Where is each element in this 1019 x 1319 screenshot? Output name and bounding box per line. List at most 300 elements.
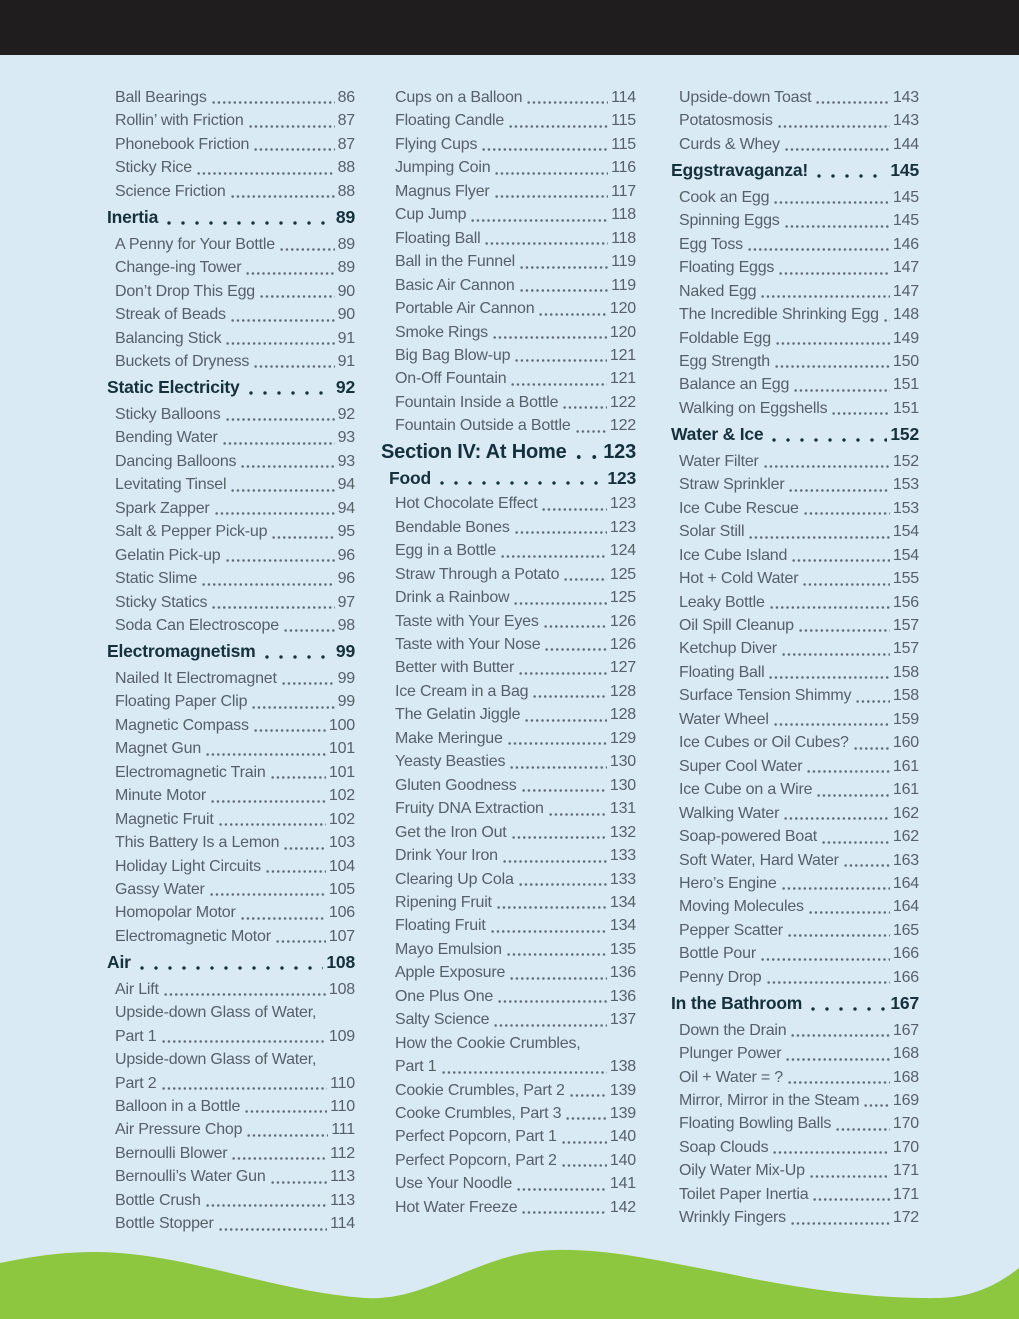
page-number: 118 <box>611 206 636 224</box>
toc-entry <box>671 1183 919 1206</box>
page-number: 110 <box>330 1074 355 1092</box>
toc-item-title: Potatosmosis <box>679 112 773 130</box>
dot-leader <box>245 271 334 276</box>
dot-leader <box>211 100 335 105</box>
toc-item-title: Balancing Stick <box>115 329 222 347</box>
toc-item-title: Clearing Up Cola <box>395 870 514 888</box>
dot-leader <box>508 124 608 129</box>
toc-entry <box>107 878 355 901</box>
page-number: 96 <box>337 546 355 564</box>
toc-item-title: Hot Chocolate Effect <box>395 495 538 513</box>
toc-chapter-header <box>107 376 355 399</box>
dot-leader <box>209 892 326 897</box>
dot-leader <box>248 124 335 129</box>
toc-item-title: Floating Candle <box>395 112 505 130</box>
toc-item-title: Hero’s Engine <box>679 874 777 892</box>
dot-leader <box>470 218 608 223</box>
toc-item-title: Cook an Egg <box>679 188 770 206</box>
dot-leader <box>244 390 333 396</box>
toc-item-title: Phonebook Friction <box>115 135 250 153</box>
toc-item-title: Better with Butter <box>395 659 515 677</box>
page-number: 122 <box>609 417 636 435</box>
toc-entry <box>671 1066 919 1089</box>
toc-item-title: Cup Jump <box>395 206 467 224</box>
page-number: 130 <box>609 776 636 794</box>
dot-leader <box>571 454 601 460</box>
dot-leader <box>496 905 607 910</box>
toc-entry <box>671 919 919 942</box>
page-number: 126 <box>609 635 636 653</box>
dot-leader <box>196 171 335 176</box>
toc-entry <box>671 567 919 590</box>
toc-item-title: Big Bag Blow-up <box>395 346 511 364</box>
toc-entry <box>671 450 919 473</box>
toc-entry <box>671 373 919 396</box>
dot-leader <box>225 417 335 422</box>
toc-item-title: Ice Cube on a Wire <box>679 781 813 799</box>
page-number: 147 <box>892 282 919 300</box>
page-number: 94 <box>337 476 355 494</box>
dot-leader <box>514 358 607 363</box>
dot-leader <box>831 411 890 416</box>
page-number: 151 <box>892 399 919 417</box>
toc-entry <box>381 1079 636 1102</box>
dot-leader <box>778 271 890 276</box>
toc-item-title: Foldable Egg <box>679 329 771 347</box>
toc-entry <box>381 344 636 367</box>
dot-leader <box>565 1116 607 1121</box>
toc-entry <box>671 303 919 326</box>
dot-leader <box>507 741 607 746</box>
toc-entry <box>381 891 636 914</box>
toc-item-title: Sticky Balloons <box>115 405 221 423</box>
page-number: 137 <box>609 1011 636 1029</box>
dot-leader <box>748 535 890 540</box>
toc-entry <box>107 667 355 690</box>
toc-entry <box>381 180 636 203</box>
toc-item-title: Drink a Rainbow <box>395 589 510 607</box>
toc-entry <box>671 256 919 279</box>
page-number: 113 <box>330 1191 355 1209</box>
page-number: 164 <box>892 898 919 916</box>
toc-entry <box>107 690 355 713</box>
dot-leader <box>773 200 890 205</box>
dot-leader <box>484 241 608 246</box>
page-number: 110 <box>330 1098 355 1116</box>
toc-entry <box>671 86 919 109</box>
page-number: 160 <box>892 734 919 752</box>
dot-leader <box>855 699 890 704</box>
toc-entry <box>107 520 355 543</box>
toc-item-title: Electromagnetism <box>107 641 256 662</box>
toc-entry <box>381 250 636 273</box>
dot-leader <box>777 124 890 129</box>
page-number: 115 <box>611 112 636 130</box>
toc-entry <box>107 978 355 1001</box>
toc-item-title: Bernoulli’s Water Gun <box>115 1168 266 1186</box>
page-number: 159 <box>892 710 919 728</box>
page-number: 88 <box>337 182 355 200</box>
toc-entry <box>671 350 919 373</box>
page-number: 94 <box>337 499 355 517</box>
dot-leader <box>532 694 607 699</box>
toc-entry <box>671 520 919 543</box>
toc-column-middle <box>381 86 636 1219</box>
toc-entry <box>107 1142 355 1165</box>
toc-item-title: The Gelatin Jiggle <box>395 706 521 724</box>
dot-leader <box>259 294 335 299</box>
toc-item-title: Soda Can Electroscope <box>115 616 279 634</box>
page-number: 162 <box>892 828 919 846</box>
dot-leader <box>271 535 334 540</box>
page-number: 138 <box>609 1058 636 1076</box>
toc-entry <box>671 397 919 420</box>
page-number: 157 <box>892 616 919 634</box>
toc-item-title: Mayo Emulsion <box>395 940 502 958</box>
toc-entry <box>107 808 355 831</box>
toc-column-left <box>107 86 355 1236</box>
toc-item-title: Straw Sprinkler <box>679 476 785 494</box>
dot-leader <box>816 793 890 798</box>
dot-leader <box>521 788 607 793</box>
toc-item-title: Apple Exposure <box>395 964 506 982</box>
toc-item-title: Taste with Your Eyes <box>395 612 539 630</box>
page-number: 128 <box>609 706 636 724</box>
dot-leader <box>569 1093 607 1098</box>
dot-leader <box>538 312 606 317</box>
dot-leader <box>806 769 890 774</box>
toc-item-title: Basic Air Cannon <box>395 276 515 294</box>
toc-item-title: Perfect Popcorn, Part 1 <box>395 1128 557 1146</box>
toc-entry <box>107 591 355 614</box>
toc-item-title: Part 1 <box>395 1058 437 1076</box>
dot-leader <box>253 147 334 152</box>
dot-leader <box>524 718 607 723</box>
page-number: 153 <box>892 476 919 494</box>
dot-leader <box>246 1133 328 1138</box>
dot-leader <box>161 1086 328 1091</box>
toc-entry <box>381 774 636 797</box>
dot-leader <box>853 746 890 751</box>
toc-entry <box>381 321 636 344</box>
page-number: 168 <box>892 1045 919 1063</box>
page-number: 125 <box>609 565 636 583</box>
toc-entry <box>381 563 636 586</box>
dot-leader <box>494 194 609 199</box>
page-number: 172 <box>892 1209 919 1227</box>
toc-item-title: Spark Zapper <box>115 499 210 517</box>
page-number: 107 <box>328 927 355 945</box>
toc-item-title: Soap-powered Boat <box>679 828 818 846</box>
dot-leader <box>806 1006 887 1012</box>
toc-item-title: Magnus Flyer <box>395 182 490 200</box>
toc-item-title: Soft Water, Hard Water <box>679 851 839 869</box>
toc-item-title: Get the Iron Out <box>395 823 507 841</box>
dot-leader <box>162 220 333 226</box>
toc-entry <box>381 227 636 250</box>
dot-leader <box>502 859 607 864</box>
page-number: 96 <box>337 570 355 588</box>
page-number: 132 <box>609 823 636 841</box>
dot-leader <box>769 605 890 610</box>
toc-entry <box>381 961 636 984</box>
toc-chapter-header <box>671 423 919 446</box>
page-number: 123 <box>603 440 636 463</box>
dot-leader <box>511 835 607 840</box>
toc-entry <box>671 637 919 660</box>
toc-item-title: Jumping Coin <box>395 159 491 177</box>
dot-leader <box>514 530 607 535</box>
toc-chapter-header <box>107 206 355 229</box>
toc-item-title: Rollin’ with Friction <box>115 112 244 130</box>
page-number: 146 <box>892 235 919 253</box>
toc-entry <box>381 868 636 891</box>
dot-leader <box>240 464 334 469</box>
dot-leader <box>518 671 607 676</box>
page-number: 114 <box>611 89 636 106</box>
toc-entry <box>671 1206 919 1229</box>
toc-item-title: Electromagnetic Train <box>115 763 266 781</box>
page-number: 119 <box>611 253 636 271</box>
dot-leader <box>768 675 889 680</box>
page-number: 123 <box>609 518 636 536</box>
dot-leader <box>519 265 608 270</box>
toc-chapter-header <box>671 159 919 182</box>
toc-entry <box>671 1112 919 1135</box>
page-number: 134 <box>609 893 636 911</box>
toc-item-title: Gelatin Pick-up <box>115 546 221 564</box>
toc-item-title: Air Pressure Chop <box>115 1121 243 1139</box>
top-bar <box>0 0 1019 55</box>
toc-item-title: Floating Fruit <box>395 917 486 935</box>
toc-item-title: Yeasty Beasties <box>395 753 506 771</box>
page-number: 148 <box>892 306 919 324</box>
toc-entry <box>107 1165 355 1188</box>
toc-entry <box>107 256 355 279</box>
toc-entry <box>107 925 355 948</box>
toc-item-title: Fruity DNA Extraction <box>395 800 544 818</box>
dot-leader <box>283 846 326 851</box>
toc-item-title: Gluten Goodness <box>395 776 517 794</box>
dot-leader <box>211 605 334 610</box>
page-number: 151 <box>892 376 919 394</box>
toc-entry <box>381 680 636 703</box>
toc-entry <box>381 492 636 515</box>
dot-leader <box>575 429 607 434</box>
toc-item-title: Hot + Cold Water <box>679 570 799 588</box>
toc-item-title: Ice Cubes or Oil Cubes? <box>679 734 849 752</box>
toc-entry <box>107 761 355 784</box>
dot-leader <box>281 681 335 686</box>
toc-entry <box>671 591 919 614</box>
toc-item-title: Cups on a Balloon <box>395 89 523 106</box>
toc-item-title: Wrinkly Fingers <box>679 1209 786 1227</box>
page-number: 88 <box>337 159 355 177</box>
toc-item-title: Ketchup Diver <box>679 640 777 658</box>
toc-item-title: Magnet Gun <box>115 740 202 758</box>
dot-leader <box>863 1103 889 1108</box>
page-number: 90 <box>337 282 355 300</box>
page-number: 168 <box>892 1068 919 1086</box>
toc-entry <box>381 985 636 1008</box>
dot-leader <box>481 147 608 152</box>
page-number: 166 <box>892 945 919 963</box>
toc-item-title: This Battery Is a Lemon <box>115 834 280 852</box>
page-number: 91 <box>337 329 355 347</box>
toc-item-title: Solar Still <box>679 523 745 541</box>
toc-item-title: Ball in the Funnel <box>395 253 516 271</box>
page-number: 170 <box>892 1115 919 1133</box>
page-number: 152 <box>892 452 919 470</box>
toc-entry <box>107 403 355 426</box>
page-number: 128 <box>609 682 636 700</box>
dot-leader <box>205 1203 327 1208</box>
page-number: 140 <box>609 1151 636 1169</box>
page-number: 167 <box>892 1021 919 1039</box>
toc-item-title: Flying Cups <box>395 135 478 153</box>
toc-item-title: Bendable Bones <box>395 518 510 536</box>
toc-item-title: In the Bathroom <box>671 993 803 1014</box>
page-number: 152 <box>890 424 919 445</box>
toc-entry <box>671 1089 919 1112</box>
toc-item-title: Cookie Crumbles, Part 2 <box>395 1081 565 1099</box>
toc-entry <box>671 186 919 209</box>
toc-item-title: Toilet Paper Inertia <box>679 1185 809 1203</box>
toc-entry <box>107 1095 355 1118</box>
toc-entry <box>107 426 355 449</box>
dot-leader <box>521 1210 606 1215</box>
toc-item-title: Oily Water Mix-Up <box>679 1162 805 1180</box>
page-number: 156 <box>892 593 919 611</box>
page-number: 139 <box>609 1081 636 1099</box>
dot-leader <box>509 976 607 981</box>
toc-chapter-header <box>107 951 355 974</box>
page-number: 143 <box>892 89 919 106</box>
toc-item-title: Floating Ball <box>679 663 765 681</box>
toc-entry <box>381 1125 636 1148</box>
dot-leader <box>490 929 607 934</box>
dot-leader <box>497 999 607 1004</box>
dot-leader <box>812 173 887 179</box>
toc-entry <box>671 1019 919 1042</box>
page-number: 140 <box>609 1128 636 1146</box>
toc-entry <box>381 133 636 156</box>
page-number: 120 <box>609 323 636 341</box>
toc-entry <box>671 966 919 989</box>
toc-entry <box>381 367 636 390</box>
toc-item-title: Water & Ice <box>671 424 764 445</box>
dot-leader <box>493 1023 607 1028</box>
toc-entry <box>381 516 636 539</box>
toc-item-title: Walking Water <box>679 804 780 822</box>
page-number: 98 <box>337 616 355 634</box>
page-number: 108 <box>326 952 355 973</box>
toc-item-title: Oil + Water = ? <box>679 1068 784 1086</box>
bottom-wave-decoration <box>0 1229 1019 1319</box>
toc-item-title: Sticky Rice <box>115 159 192 177</box>
toc-item-title: Section IV: At Home <box>381 440 567 463</box>
page-number: 154 <box>892 546 919 564</box>
dot-leader <box>812 1197 889 1202</box>
toc-item-title: Down the Drain <box>679 1021 787 1039</box>
toc-entry <box>107 280 355 303</box>
dot-leader <box>492 335 607 340</box>
toc-item-title: Ripening Fruit <box>395 893 492 911</box>
toc-item-title: Drink Your Iron <box>395 847 498 865</box>
dot-leader <box>781 652 890 657</box>
toc-entry <box>381 1008 636 1031</box>
toc-item-title: Balloon in a Bottle <box>115 1098 241 1116</box>
toc-entry <box>107 109 355 132</box>
toc-entry <box>671 1159 919 1182</box>
page-number: 144 <box>892 135 919 153</box>
toc-entry <box>671 1042 919 1065</box>
page-number: 117 <box>611 182 636 200</box>
toc-entry <box>381 938 636 961</box>
page-number: 126 <box>609 612 636 630</box>
dot-leader <box>265 869 326 874</box>
page-number: 111 <box>331 1121 355 1139</box>
toc-item-title: One Plus One <box>395 987 494 1005</box>
toc-item-title: Mirror, Mirror in the Steam <box>679 1092 860 1110</box>
dot-leader <box>562 405 607 410</box>
toc-item-title: Spinning Eggs <box>679 212 780 230</box>
dot-leader <box>275 939 326 944</box>
dot-leader <box>230 194 335 199</box>
toc-item-title: Salty Science <box>395 1011 490 1029</box>
dot-leader <box>500 554 607 559</box>
toc-item-title: Floating Ball <box>395 229 481 247</box>
toc-item-title: Upside-down Glass of Water, <box>115 1051 317 1069</box>
dot-leader <box>225 341 334 346</box>
page-number: 120 <box>609 300 636 318</box>
toc-entry <box>671 109 919 132</box>
toc-item-title: Food <box>389 467 431 488</box>
page-number: 101 <box>328 740 355 758</box>
dot-leader <box>548 812 607 817</box>
toc-item-title: Ice Cream in a Bag <box>395 682 529 700</box>
toc-entry <box>381 1102 636 1125</box>
page-number: 102 <box>328 787 355 805</box>
dot-leader <box>516 1187 607 1192</box>
dot-leader <box>230 488 334 493</box>
toc-entry <box>107 86 355 109</box>
dot-leader <box>803 511 890 516</box>
toc-item-title: A Penny for Your Bottle <box>115 235 275 253</box>
dot-leader <box>798 628 890 633</box>
page-number: 170 <box>892 1138 919 1156</box>
toc-entry <box>671 708 919 731</box>
dot-leader <box>766 980 890 985</box>
page-number: 123 <box>609 495 636 513</box>
toc-item-title: Soap Clouds <box>679 1138 769 1156</box>
page-number: 135 <box>609 940 636 958</box>
page-number: 93 <box>337 429 355 447</box>
dot-leader <box>802 582 890 587</box>
toc-entry <box>671 233 919 256</box>
toc-item-title: Floating Paper Clip <box>115 693 248 711</box>
dot-leader <box>843 863 890 868</box>
toc-entry <box>381 391 636 414</box>
page-number: 133 <box>609 847 636 865</box>
dot-leader <box>513 601 607 606</box>
page-number: 115 <box>611 135 636 153</box>
toc-chapter-header <box>671 992 919 1015</box>
toc-item-title: Bottle Crush <box>115 1191 201 1209</box>
toc-entry <box>381 750 636 773</box>
toc-item-title: Air Lift <box>115 980 159 998</box>
page-number: 109 <box>328 1027 355 1045</box>
